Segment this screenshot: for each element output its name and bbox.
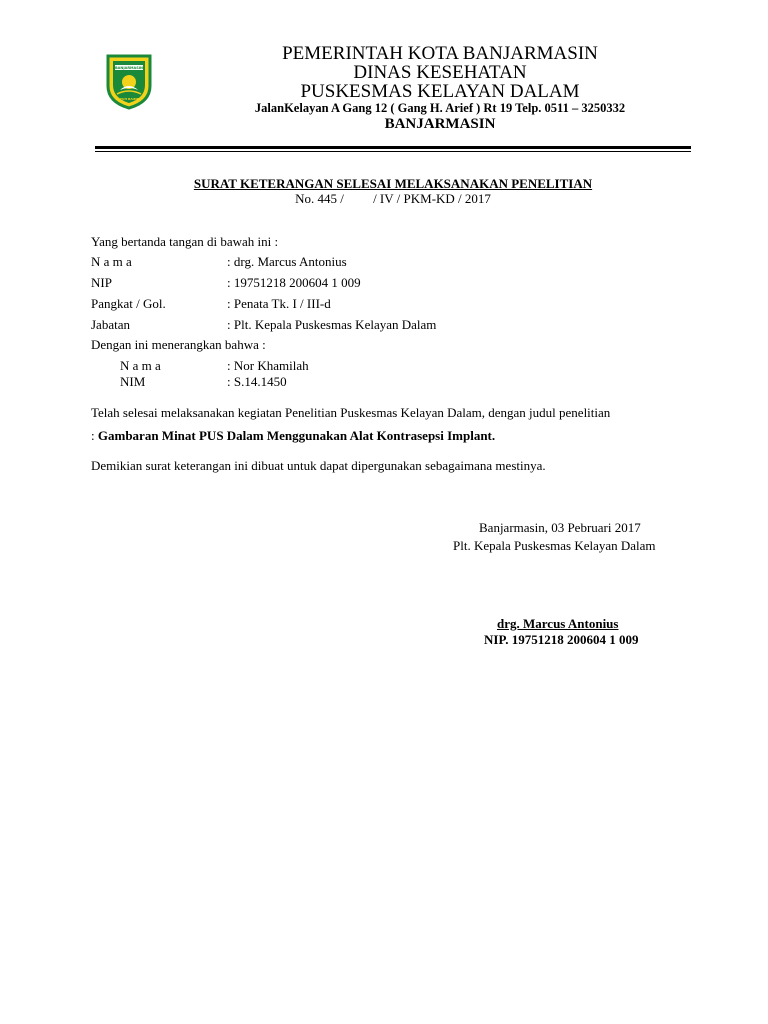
place-date: Banjarmasin, 03 Pebruari 2017 <box>479 520 641 535</box>
research-title-colon: : <box>91 428 95 443</box>
signer-name: drg. Marcus Antonius <box>497 616 619 631</box>
closing-text: Demikian surat keterangan ini dibuat untuk dapat dipergunakan sebagaimana mestinya. <box>91 458 546 473</box>
research-title: Gambaran Minat PUS Dalam Menggunakan Alat Kontrasepsi Implant. <box>97 428 496 443</box>
header-city: BANJARMASIN <box>384 116 496 132</box>
signer-position-value: : Plt. Kepala Puskesmas Kelayan Dalam <box>227 317 437 332</box>
signer-nip-value: : 19751218 200604 1 009 <box>227 275 361 290</box>
signer-position: Plt. Kepala Puskesmas Kelayan Dalam <box>453 538 656 553</box>
signer-rank-value: : Penata Tk. I / III-d <box>227 296 331 311</box>
header-government: PEMERINTAH KOTA BANJARMASIN <box>282 43 598 64</box>
signer-position-label: Jabatan <box>91 317 130 332</box>
letter-title: SURAT KETERANGAN SELESAI MELAKSANAKAN PENELITIAN <box>193 176 593 191</box>
header-divider-thick <box>95 146 691 149</box>
signer-name-value: : drg. Marcus Antonius <box>227 254 347 269</box>
emblem-bottom-text: KAYUH BAIMBAI <box>115 97 143 101</box>
letter-number: No. 445 / / IV / PKM-KD / 2017 <box>295 191 491 206</box>
student-name-label: N a m a <box>120 358 161 373</box>
student-nim-value: : S.14.1450 <box>227 374 287 389</box>
intro-text: Yang bertanda tangan di bawah ini : <box>91 234 279 249</box>
research-title-line <box>91 428 495 443</box>
signer-nip-label: NIP <box>91 275 112 290</box>
header-clinic: PUSKESMAS KELAYAN DALAM <box>300 81 580 102</box>
emblem-top-text: BANJARMASIN <box>115 66 143 70</box>
signer-nip: NIP. 19751218 200604 1 009 <box>484 632 639 647</box>
header-address: JalanKelayan A Gang 12 ( Gang H. Arief ) Rt 19 Telp. 0511 – 3250332 <box>254 101 626 115</box>
header-department: DINAS KESEHATAN <box>353 62 527 83</box>
city-emblem <box>104 52 154 110</box>
student-nim-label: NIM <box>120 374 146 389</box>
signer-rank-label: Pangkat / Gol. <box>91 296 166 311</box>
signer-name-label: N a m a <box>91 254 132 269</box>
declare-text: Dengan ini menerangkan bahwa : <box>91 337 266 352</box>
student-name-value: : Nor Khamilah <box>227 358 309 373</box>
body-text: Telah selesai melaksanakan kegiatan Penelitian Puskesmas Kelayan Dalam, dengan judul penelitian <box>91 405 611 420</box>
header-divider-thin <box>95 151 691 152</box>
